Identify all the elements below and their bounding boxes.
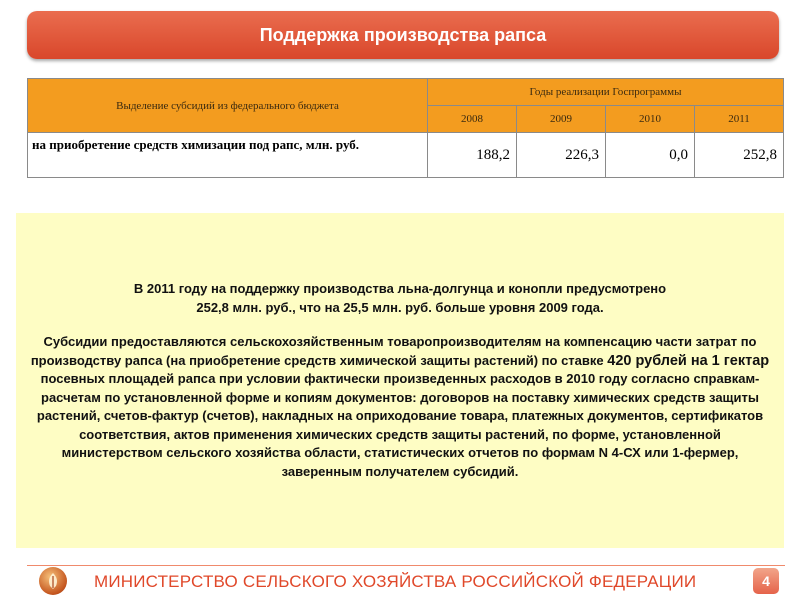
- info-paragraph-2-start: Субсидии предоставляются сельскохозяйственным товаропроизводителям на компенсацию части затрат по производству рапса (на приобретение средств химической защиты растений) по ставке: [30, 334, 757, 368]
- table-row: [28, 133, 784, 178]
- slide-title: Поддержка производства рапса: [259, 24, 547, 45]
- table-header-year: 2010: [606, 106, 695, 133]
- table-header-year: 2011: [695, 106, 784, 133]
- page-number: 4: [762, 573, 770, 589]
- subsidy-rate-highlight: 420 рублей на 1 гектар: [607, 352, 770, 369]
- table-cell-value: 0,0: [606, 133, 695, 178]
- table-cell-value: 226,3: [517, 133, 606, 178]
- footer-ministry-name: МИНИСТЕРСТВО СЕЛЬСКОГО ХОЗЯЙСТВА РОССИЙСКОЙ ФЕДЕРАЦИИ: [94, 572, 697, 591]
- info-paragraph-1-line-2: 252,8 млн. руб., что на 25,5 млн. руб. больше уровня 2009 года.: [196, 299, 604, 315]
- table-row-label: на приобретение средств химизации под рапс, млн. руб.: [28, 133, 428, 178]
- table-cell-value: 188,2: [428, 133, 517, 178]
- table-header-years-group: Годы реализации Госпрограммы: [428, 79, 784, 106]
- slide-title-bar: [27, 11, 779, 59]
- info-box: [16, 213, 784, 548]
- info-paragraph-2: [16, 333, 784, 481]
- info-paragraph-1-line-1: В 2011 году на поддержку производства льна-долгунца и конопли предусмотрено: [133, 281, 667, 296]
- ministry-emblem-icon: [39, 567, 67, 595]
- info-paragraph-1: [120, 280, 680, 317]
- table-header-year: 2008: [428, 106, 517, 133]
- table-header-year: 2009: [517, 106, 606, 133]
- info-paragraph-2-end: посевных площадей рапса при условии фактически произведенных расходов в 2010 году согласно справкам-расчетам по установленной форме и копиям документов: договоров на поставку химических средств защиты растений, счетов-фактур (счетов), накладных на оприходование товара, платежных документов, сертификатов соответствия, актов применения химических средств защиты растений, по форме, установленной министерством сельского хозяйства области, статистических отчетов по формам N 4-СХ или 1-фермер, заверенным получателем субсидий.: [36, 371, 764, 479]
- footer-divider: [27, 565, 785, 566]
- table-cell-value: 252,8: [695, 133, 784, 178]
- page-number-badge: [753, 568, 779, 594]
- table-header-main: Выделение субсидий из федерального бюджета: [28, 79, 428, 133]
- subsidy-table: [27, 78, 784, 178]
